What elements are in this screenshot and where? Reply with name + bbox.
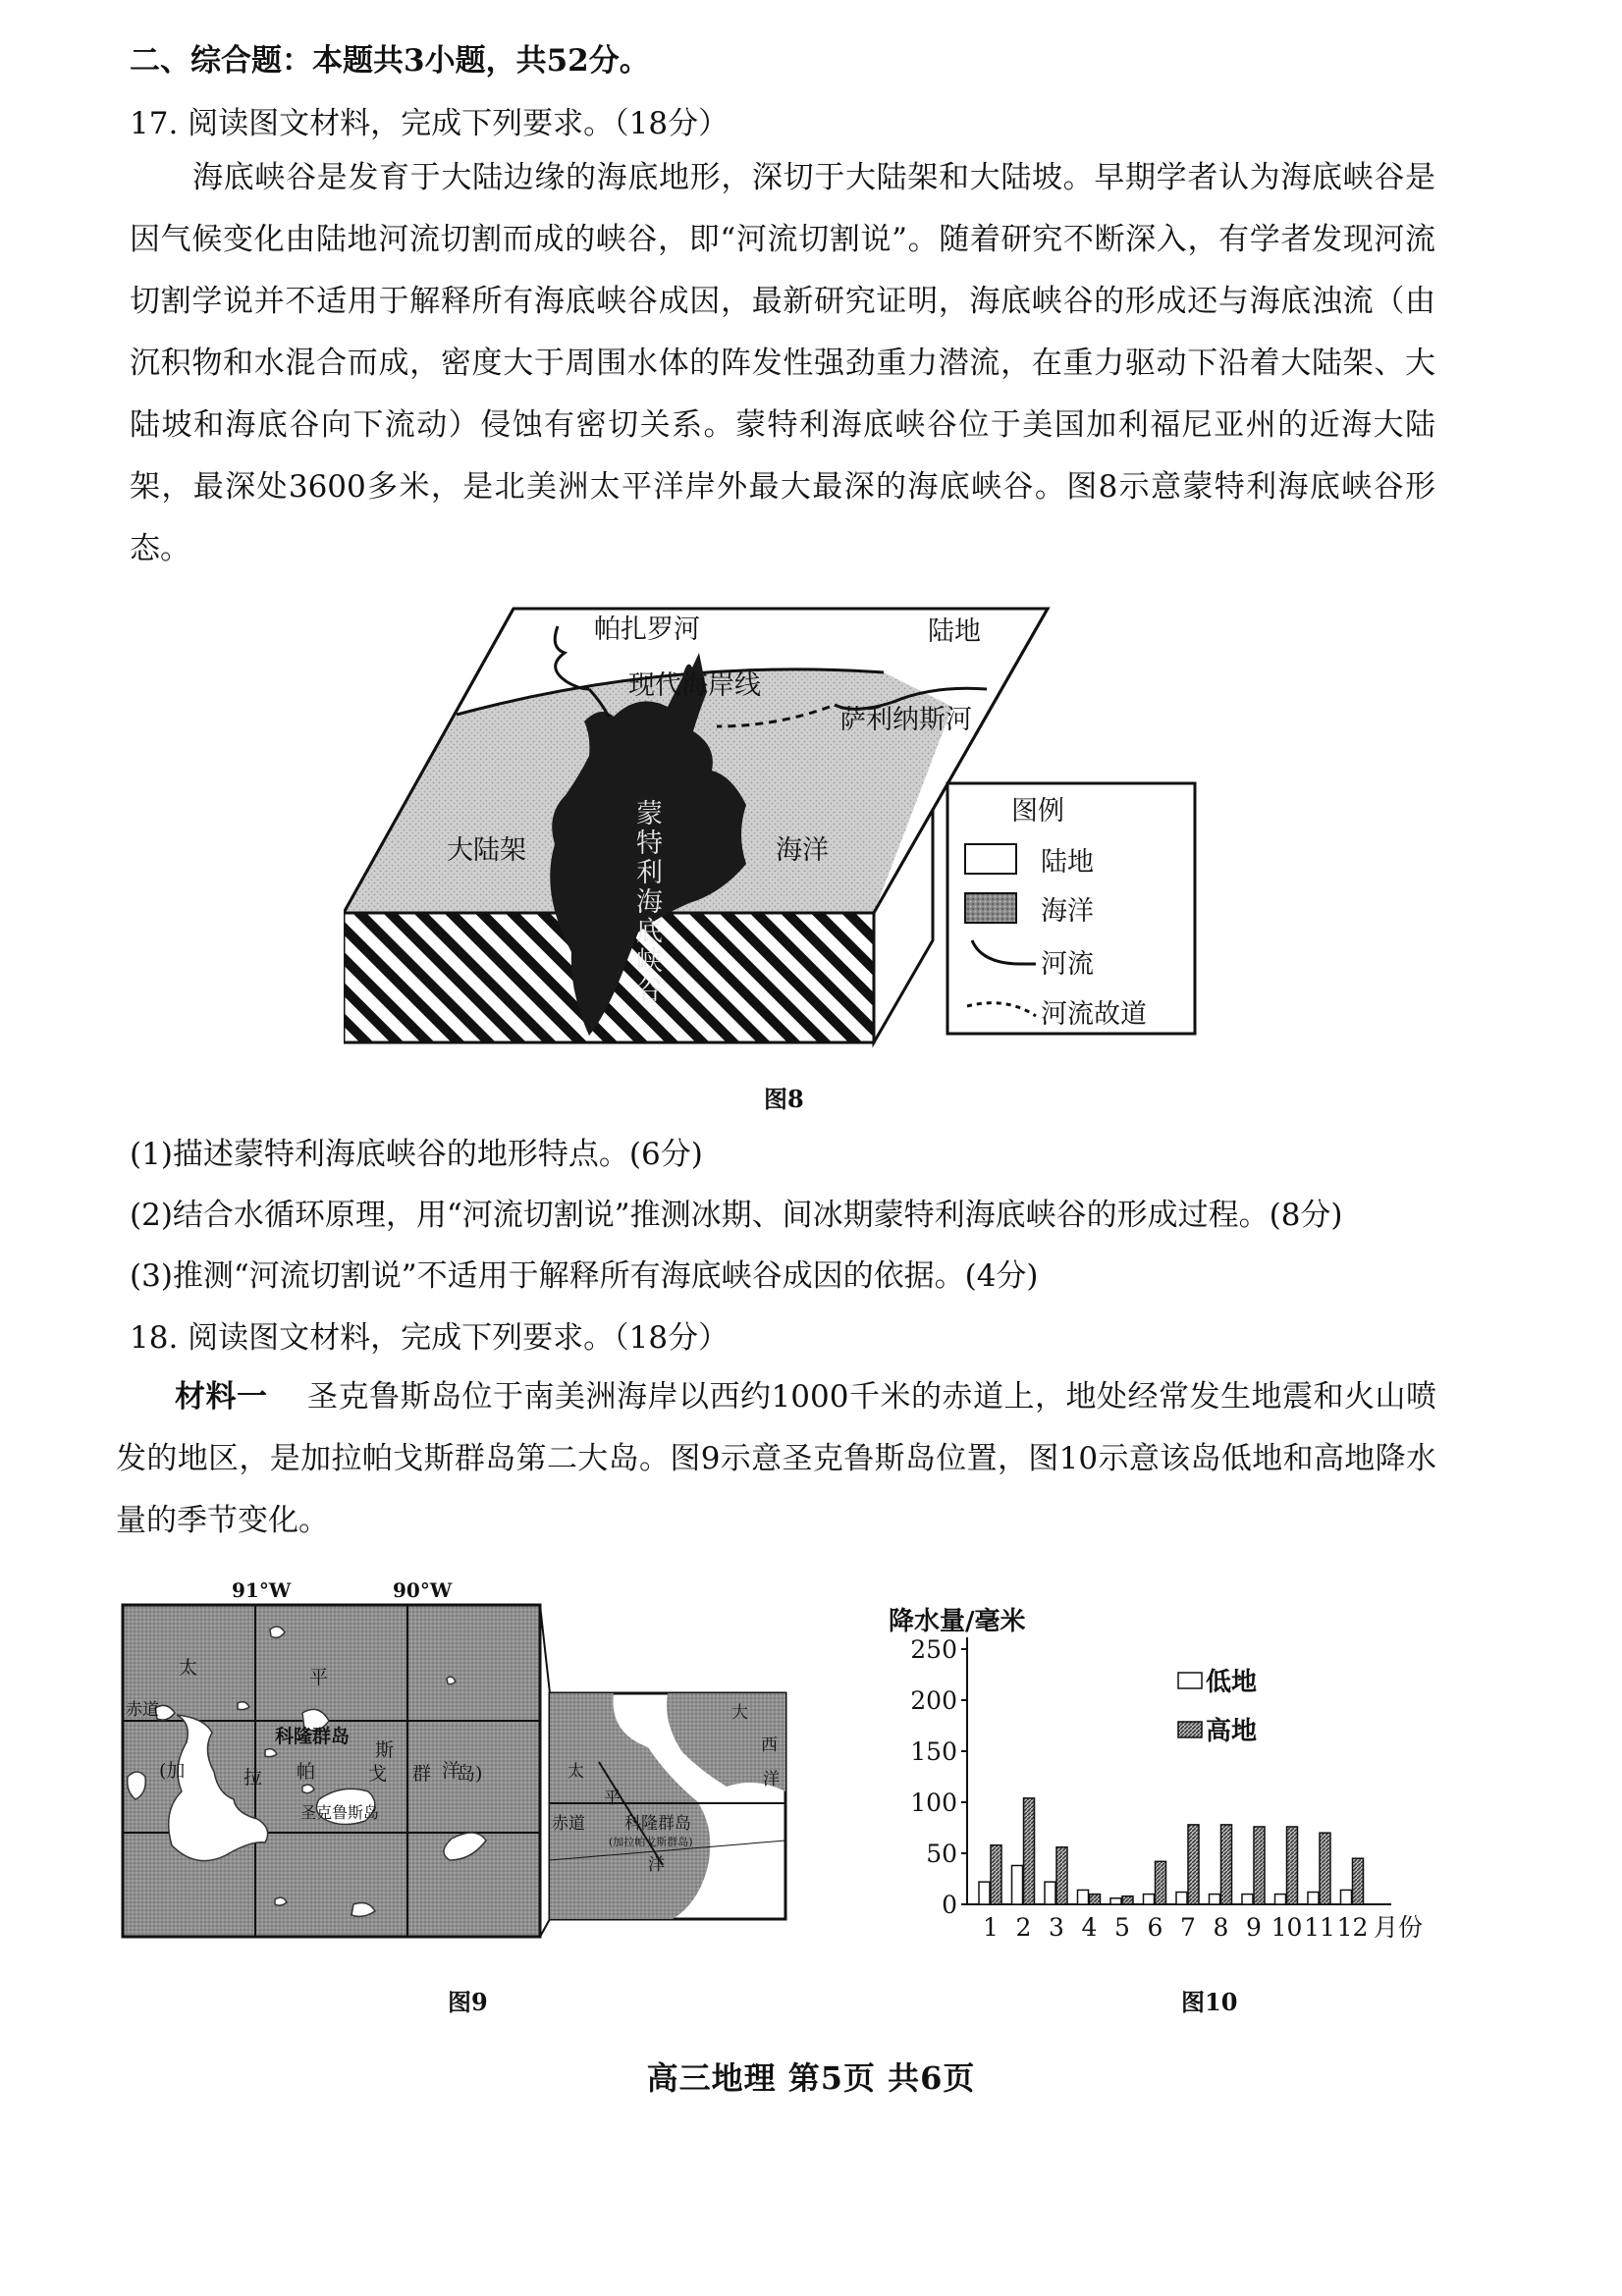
bar-highland <box>991 1845 1001 1904</box>
inset-label-da: 大 <box>731 1703 748 1723</box>
bar-lowland <box>1012 1865 1023 1904</box>
figure-9-caption: 图9 <box>448 1988 488 2016</box>
lon-91-label: 91°W <box>232 1578 292 1602</box>
label-ocean: 海洋 <box>776 835 829 866</box>
label-land: 陆地 <box>928 616 981 647</box>
inset-label-xi: 西 <box>761 1735 778 1755</box>
y-tick-label: 200 <box>910 1686 957 1715</box>
x-tick-label: 2 <box>1015 1913 1032 1942</box>
inset-label-yang2: 洋 <box>648 1855 665 1875</box>
map-label-yang: 洋 <box>442 1760 461 1782</box>
legend-lowland-swatch <box>1178 1673 1202 1688</box>
bar-lowland <box>979 1882 990 1904</box>
x-tick-label: 6 <box>1147 1913 1163 1942</box>
bar-highland <box>1156 1861 1166 1904</box>
x-tick-label: 1 <box>983 1913 999 1942</box>
q18-material <box>116 1366 1436 1552</box>
figure-10-caption: 图10 <box>1181 1988 1238 2016</box>
bar-highland <box>1254 1827 1265 1904</box>
bar-lowland <box>1210 1895 1220 1904</box>
label-coastline: 现代海岸线 <box>628 670 761 701</box>
figure-8-caption: 图8 <box>764 1085 804 1113</box>
bar-highland <box>1221 1825 1232 1904</box>
lon-90-label: 90°W <box>393 1578 453 1602</box>
y-tick-label: 0 <box>942 1891 957 1919</box>
canyon-char: 谷 <box>636 976 663 1006</box>
q17-question-1: (1)描述蒙特利海底峡谷的地形特点。(6分) <box>130 1137 703 1172</box>
inset-label-yang1: 洋 <box>763 1770 780 1789</box>
map-label-group: 科隆群岛 <box>275 1726 351 1747</box>
legend-lowland-label: 低地 <box>1206 1668 1258 1697</box>
figure-8-legend <box>947 783 1195 1034</box>
bar-highland <box>1353 1858 1364 1904</box>
legend-river: 河流 <box>1041 949 1094 980</box>
legend-ocean-swatch <box>965 893 1016 923</box>
bar-highland <box>1287 1827 1298 1904</box>
inset-label-group: 科隆群岛 <box>624 1814 691 1834</box>
canyon-char: 利 <box>636 858 663 888</box>
bar-lowland <box>1242 1895 1253 1904</box>
bar-lowland <box>1308 1893 1319 1904</box>
map-label-tai: 太 <box>179 1657 198 1679</box>
island-floreana <box>275 1897 287 1905</box>
legend-ocean: 海洋 <box>1041 896 1094 927</box>
x-tick-label: 11 <box>1304 1913 1335 1942</box>
bar-highland <box>1056 1847 1067 1904</box>
q17-question-2: (2)结合水循环原理，用“河流切割说”推测冰期、间冰期蒙特利海底峡谷的形成过程。(8分) <box>130 1198 1343 1233</box>
bar-highland <box>1122 1896 1133 1904</box>
map-label-santa-cruz: 圣克鲁斯岛 <box>300 1803 380 1822</box>
bar-lowland <box>1144 1895 1155 1904</box>
q17-heading: 17. 阅读图文材料，完成下列要求。（18分） <box>130 106 730 141</box>
x-tick-label: 7 <box>1180 1913 1196 1942</box>
map-label-g3: 帕 <box>297 1761 316 1783</box>
q17-material: 海底峡谷是发育于大陆边缘的海底地形，深切于大陆架和大陆坡。早期学者认为海底峡谷是因气候变化由陆地河流切割而成的峡谷，即“河流切割说”。随着研究不断深入，有学者发现河流切割学说并不适用于解释所有海底峡谷成因，最新研究证明，海底峡谷的形成还与海底浊流（由沉积物和水混合而成，密度大于周围水体的阵发性强劲重力潜流，在重力驱动下沿着大陆架、大陆坡和海底谷向下流动）侵蚀有密切关系。蒙特利海底峡谷位于美国加利福尼亚州的近海大陆架，最深处3600多米，是北美洲太平洋岸外最大最深的海底峡谷。图8示意蒙特利海底峡谷形态。 <box>130 160 1435 566</box>
x-tick-label: 4 <box>1081 1913 1098 1942</box>
x-tick-label: 12 <box>1336 1913 1369 1942</box>
y-tick-label: 100 <box>910 1789 957 1817</box>
x-tick-label: 5 <box>1114 1913 1130 1942</box>
canyon-char: 蒙 <box>636 799 663 829</box>
legend-title: 图例 <box>1011 796 1064 827</box>
map-label-ping: 平 <box>309 1667 329 1688</box>
bar-lowland <box>1275 1895 1286 1904</box>
y-tick-label: 150 <box>910 1737 957 1766</box>
bar-lowland <box>1176 1893 1187 1904</box>
q18-material-label: 材料一 <box>175 1379 268 1415</box>
x-axis-title: 月份 <box>1374 1913 1424 1942</box>
y-tick-label: 50 <box>926 1840 957 1868</box>
bar-lowland <box>1078 1890 1089 1904</box>
q18-heading: 18. 阅读图文材料，完成下列要求。（18分） <box>130 1320 730 1356</box>
q18-material-text: 圣克鲁斯岛位于南美洲海岸以西约1000千米的赤道上，地处经常发生地震和火山喷发的地区，是加拉帕戈斯群岛第二大岛。图9示意圣克鲁斯岛位置，图10示意该岛低地和高地降水量的季节变化。 <box>116 1379 1437 1538</box>
page-footer: 高三地理 第5页 共6页 <box>646 2059 976 2097</box>
bar-lowland <box>1110 1898 1121 1904</box>
map-label-g5: 斯 <box>375 1739 395 1761</box>
bar-lowland <box>1045 1882 1055 1904</box>
x-tick-label: 3 <box>1049 1913 1064 1942</box>
canyon-char: 特 <box>636 828 663 859</box>
map-label-g6: 群 <box>412 1763 432 1785</box>
inset-label-equator: 赤道 <box>552 1814 585 1834</box>
map-label-equator: 赤道 <box>126 1700 159 1720</box>
y-axis-title: 降水量/毫米 <box>889 1607 1026 1636</box>
bar-highland <box>1024 1798 1035 1904</box>
bar-highland <box>1320 1833 1330 1904</box>
island-small-1 <box>302 1785 314 1793</box>
map-label-g4: 戈 <box>368 1763 388 1785</box>
x-tick-label: 9 <box>1246 1913 1262 1942</box>
inset-label-ping: 平 <box>604 1789 621 1808</box>
y-tick-label: 250 <box>910 1635 957 1664</box>
inset-label-tai: 太 <box>568 1762 584 1782</box>
figure-10-chart <box>874 1600 1424 1953</box>
legend-land-swatch <box>965 844 1016 874</box>
x-tick-label: 8 <box>1213 1913 1229 1942</box>
q17-question-3: (3)推测“河流切割说”不适用于解释所有海底峡谷成因的依据。(4分) <box>130 1258 1039 1294</box>
canyon-char: 峡 <box>636 946 663 977</box>
map-label-g2: 拉 <box>243 1767 263 1789</box>
legend-land: 陆地 <box>1041 847 1094 878</box>
legend-oldriver: 河流故道 <box>1041 999 1147 1030</box>
bar-highland <box>1188 1825 1199 1904</box>
figure-8-diagram <box>344 599 1208 1050</box>
inset-label-group-alt: (加拉帕戈斯群岛) <box>609 1836 693 1848</box>
section-title: 二、综合题：本题共3小题，共52分。 <box>130 43 650 79</box>
canyon-char: 底 <box>636 917 663 947</box>
legend-highland-swatch <box>1178 1722 1202 1737</box>
x-tick-label: 10 <box>1271 1913 1303 1942</box>
canyon-char: 海 <box>636 887 663 918</box>
label-salinas: 萨利纳斯河 <box>839 705 972 735</box>
map-label-g1: (加 <box>159 1760 186 1782</box>
figure-9-map <box>118 1575 844 1949</box>
map-label-g7: 岛) <box>457 1763 483 1785</box>
bar-lowland <box>1341 1890 1352 1904</box>
label-pajaro: 帕扎罗河 <box>594 614 700 645</box>
label-shelf: 大陆架 <box>447 835 526 866</box>
legend-highland-label: 高地 <box>1206 1717 1258 1746</box>
bar-highland <box>1090 1895 1101 1904</box>
